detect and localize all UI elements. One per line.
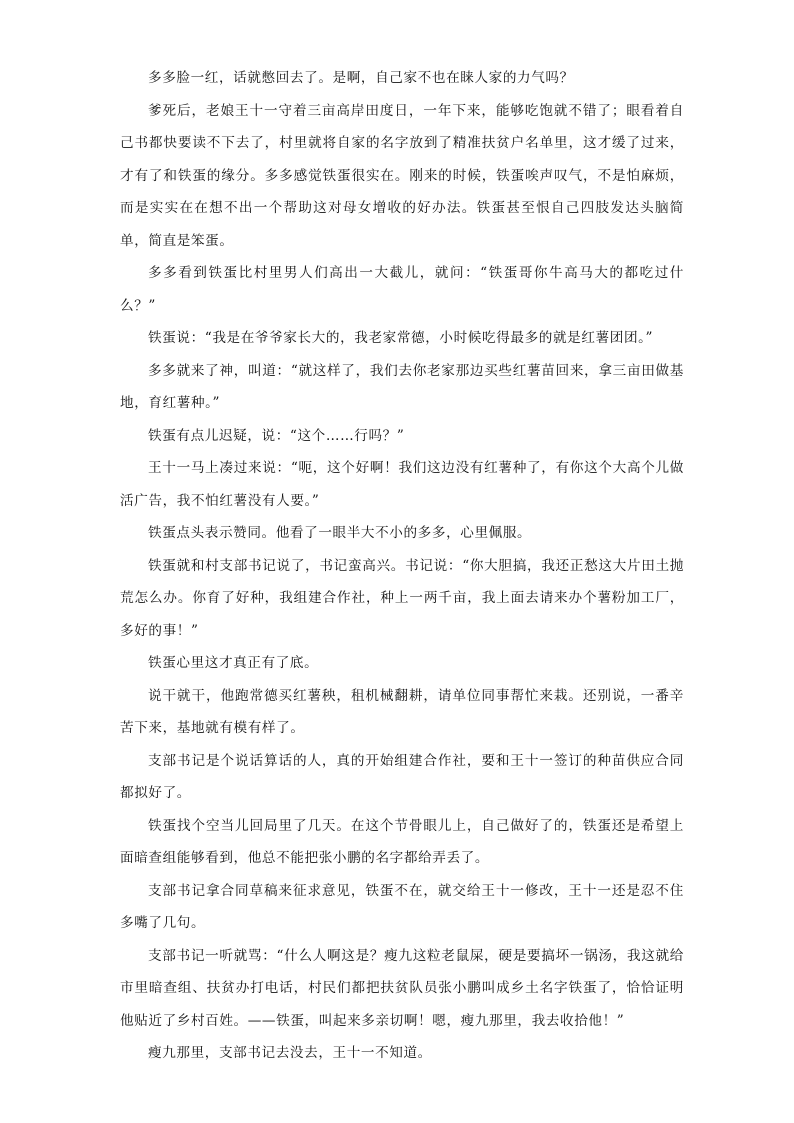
paragraph: 多多看到铁蛋比村里男人们高出一大截儿，就问：“铁蛋哥你牛高马大的都吃过什么？” — [120, 265, 684, 314]
paragraph: 铁蛋心里这才真正有了底。 — [148, 655, 319, 671]
paragraph: 支部书记拿合同草稿来征求意见，铁蛋不在，就交给王十一修改，王十一还是忍不住多嘴了几句。 — [120, 882, 684, 931]
paragraph: 多多脸一红，话就憋回去了。是啊，自己家不也在睐人家的力气吗？ — [148, 70, 574, 86]
paragraph: 铁蛋找个空当儿回局里了几天。在这个节骨眼儿上，自己做好了的，铁蛋还是希望上面暗查组能够看到，他总不能把张小鹏的名字都给弄丢了。 — [120, 817, 684, 866]
paragraph: 瘦九那里，支部书记去没去，王十一不知道。 — [148, 1045, 432, 1061]
paragraph: 爹死后，老娘王十一守着三亩高岸田度日，一年下来，能够吃饱就不错了；眼看着自己书都快要读不下去了，村里就将自家的名字放到了精准扶贫户名单里，这才缓了过来，才有了和铁蛋的缘分。多多感觉铁蛋很实在。刚来的时候，铁蛋唉声叹气，不是怕麻烦，而是实实在在想不出一个帮助这对母女增收的好办法。铁蛋甚至恨自己四肢发达头脑简单，简直是笨蛋。 — [120, 102, 684, 249]
paragraph: 铁蛋点头表示赞同。他看了一眼半大不小的多多，心里佩服。 — [148, 525, 532, 541]
paragraph: 多多就来了神，叫道：“就这样了，我们去你老家那边买些红薯苗回来，拿三亩田做基地，育红薯种。” — [120, 362, 684, 411]
paragraph: 王十一马上凑过来说：“呃，这个好啊！我们这边没有红薯种了，有你这个大高个儿做活广告，我不怕红薯没有人要。” — [120, 460, 684, 509]
paragraph: 铁蛋有点儿迟疑，说：“这个……行吗？” — [148, 427, 405, 444]
paragraph: 铁蛋就和村支部书记说了，书记蛮高兴。书记说：“你大胆搞，我还正愁这大片田土抛荒怎么办。你育了好种，我组建合作社，种上一两千亩，我上面去请来办个薯粉加工厂，多好的事！” — [120, 557, 684, 639]
paragraph: 说干就干，他跑常德买红薯秧，租机械翻耕，请单位同事帮忙来栽。还别说，一番辛苦下来，基地就有模有样了。 — [120, 687, 684, 736]
paragraph: 支部书记一听就骂：“什么人啊这是？瘦九这粒老鼠屎，硬是要搞坏一锅汤，我这就给市里暗查组、扶贫办打电话，村民们都把扶贫队员张小鹏叫成乡土名字铁蛋了，恰恰证明他贴近了乡村百姓。——铁蛋，叫起来多亲切啊！嗯，瘦九那里，我去收拾他！” — [120, 947, 684, 1029]
paragraph: 铁蛋说：“我是在爷爷家长大的，我老家常德，小时候吃得最多的就是红薯团团。” — [148, 330, 654, 346]
paragraph: 支部书记是个说话算话的人，真的开始组建合作社，要和王十一签订的种苗供应合同都拟好了。 — [120, 752, 684, 801]
